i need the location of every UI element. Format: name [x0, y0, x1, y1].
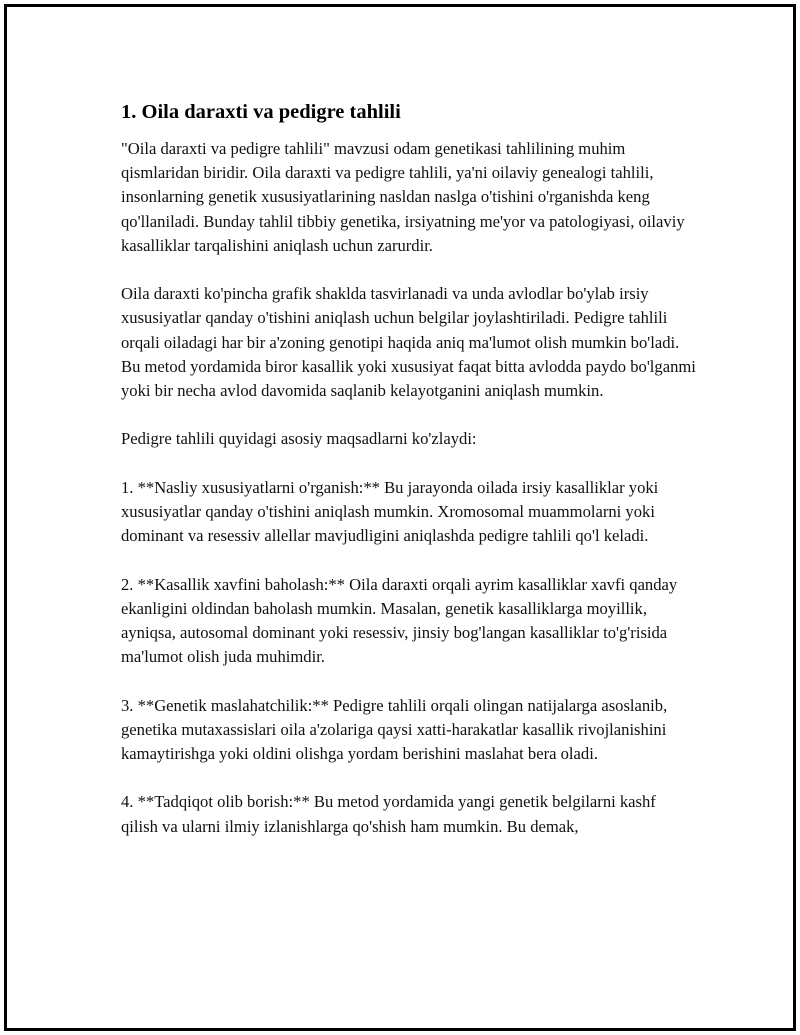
list-item-goal-3: 3. **Genetik maslahatchilik:** Pedigre tahlili orqali olingan natijalarga asoslanib, genetika mutaxassislari oila a'zolariga qaysi xatti-harakatlar kasallik rivojlanishini kamaytirishga yoki oldini olishga yordam berishini maslahat bera oladi.: [121, 695, 668, 763]
list-item-goal-4: 4. **Tadqiqot olib borish:** Bu metod yordamida yangi genetik belgilarni kashf qilish va ularni ilmiy izlanishlarga qo'shish ham mumkin. Bu demak,: [121, 792, 656, 836]
list-item-goal-1: 1. **Nasliy xususiyatlarni o'rganish:** Bu jarayonda oilada irsiy kasalliklar yoki xususiyatlar qanday o'tishini aniqlash mumkin. Xromosomal muammolarni yoki dominant va resessiv allellar mavjudligini aniqlashda pedigre tahlili qo'l keladi.: [121, 477, 659, 546]
paragraph-intro: "Oila daraxti va pedigre tahlili" mavzusi odam genetikasi tahlilining muhim qismlaridan biridir. Oila daraxti va pedigre tahlili, ya'ni oilaviy genealogi tahlili, insonlarning genetik xususiyatlarining nasldan naslga o'tishini o'rganishda keng qo'llaniladi. Bunday tahlil tibbiy genetika, irsiyatning me'yor va patologiyasi, oilaviy kasalliklar tarqalishini aniqlash uchun zarurdir.: [121, 139, 685, 255]
page-frame: [4, 4, 796, 1031]
document-title: 1. Oila daraxti va pedigre tahlili: [121, 101, 401, 123]
paragraph-goals-intro: Pedigre tahlili quyidagi asosiy maqsadlarni ko'zlaydi:: [121, 429, 477, 449]
paragraph-description: Oila daraxti ko'pincha grafik shaklda tasvirlanadi va unda avlodlar bo'ylab irsiy xususiyatlar qanday o'tishini aniqlash uchun belgilar joylashtiriladi. Pedigre tahlili orqali oiladagi har bir a'zoning genotipi haqida aniq ma'lumot olish mumkin bo'ladi. Bu metod yordamida biror kasallik yoki xususiyat faqat bitta avlodda paydo bo'lganmi yoki bir necha avlod davomida saqlanib kelayotganini aniqlash mumkin.: [121, 284, 696, 401]
document-body: [121, 99, 696, 863]
list-item-goal-2: 2. **Kasallik xavfini baholash:** Oila daraxti orqali ayrim kasalliklar xavfi qanday ekanligini oldindan baholash mumkin. Masalan, genetik kasalliklarga moyillik, ayniqsa, autosomal dominant yoki resessiv, jinsiy bog'langan kasalliklar to'g'risida ma'lumot olish juda muhimdir.: [121, 574, 678, 667]
